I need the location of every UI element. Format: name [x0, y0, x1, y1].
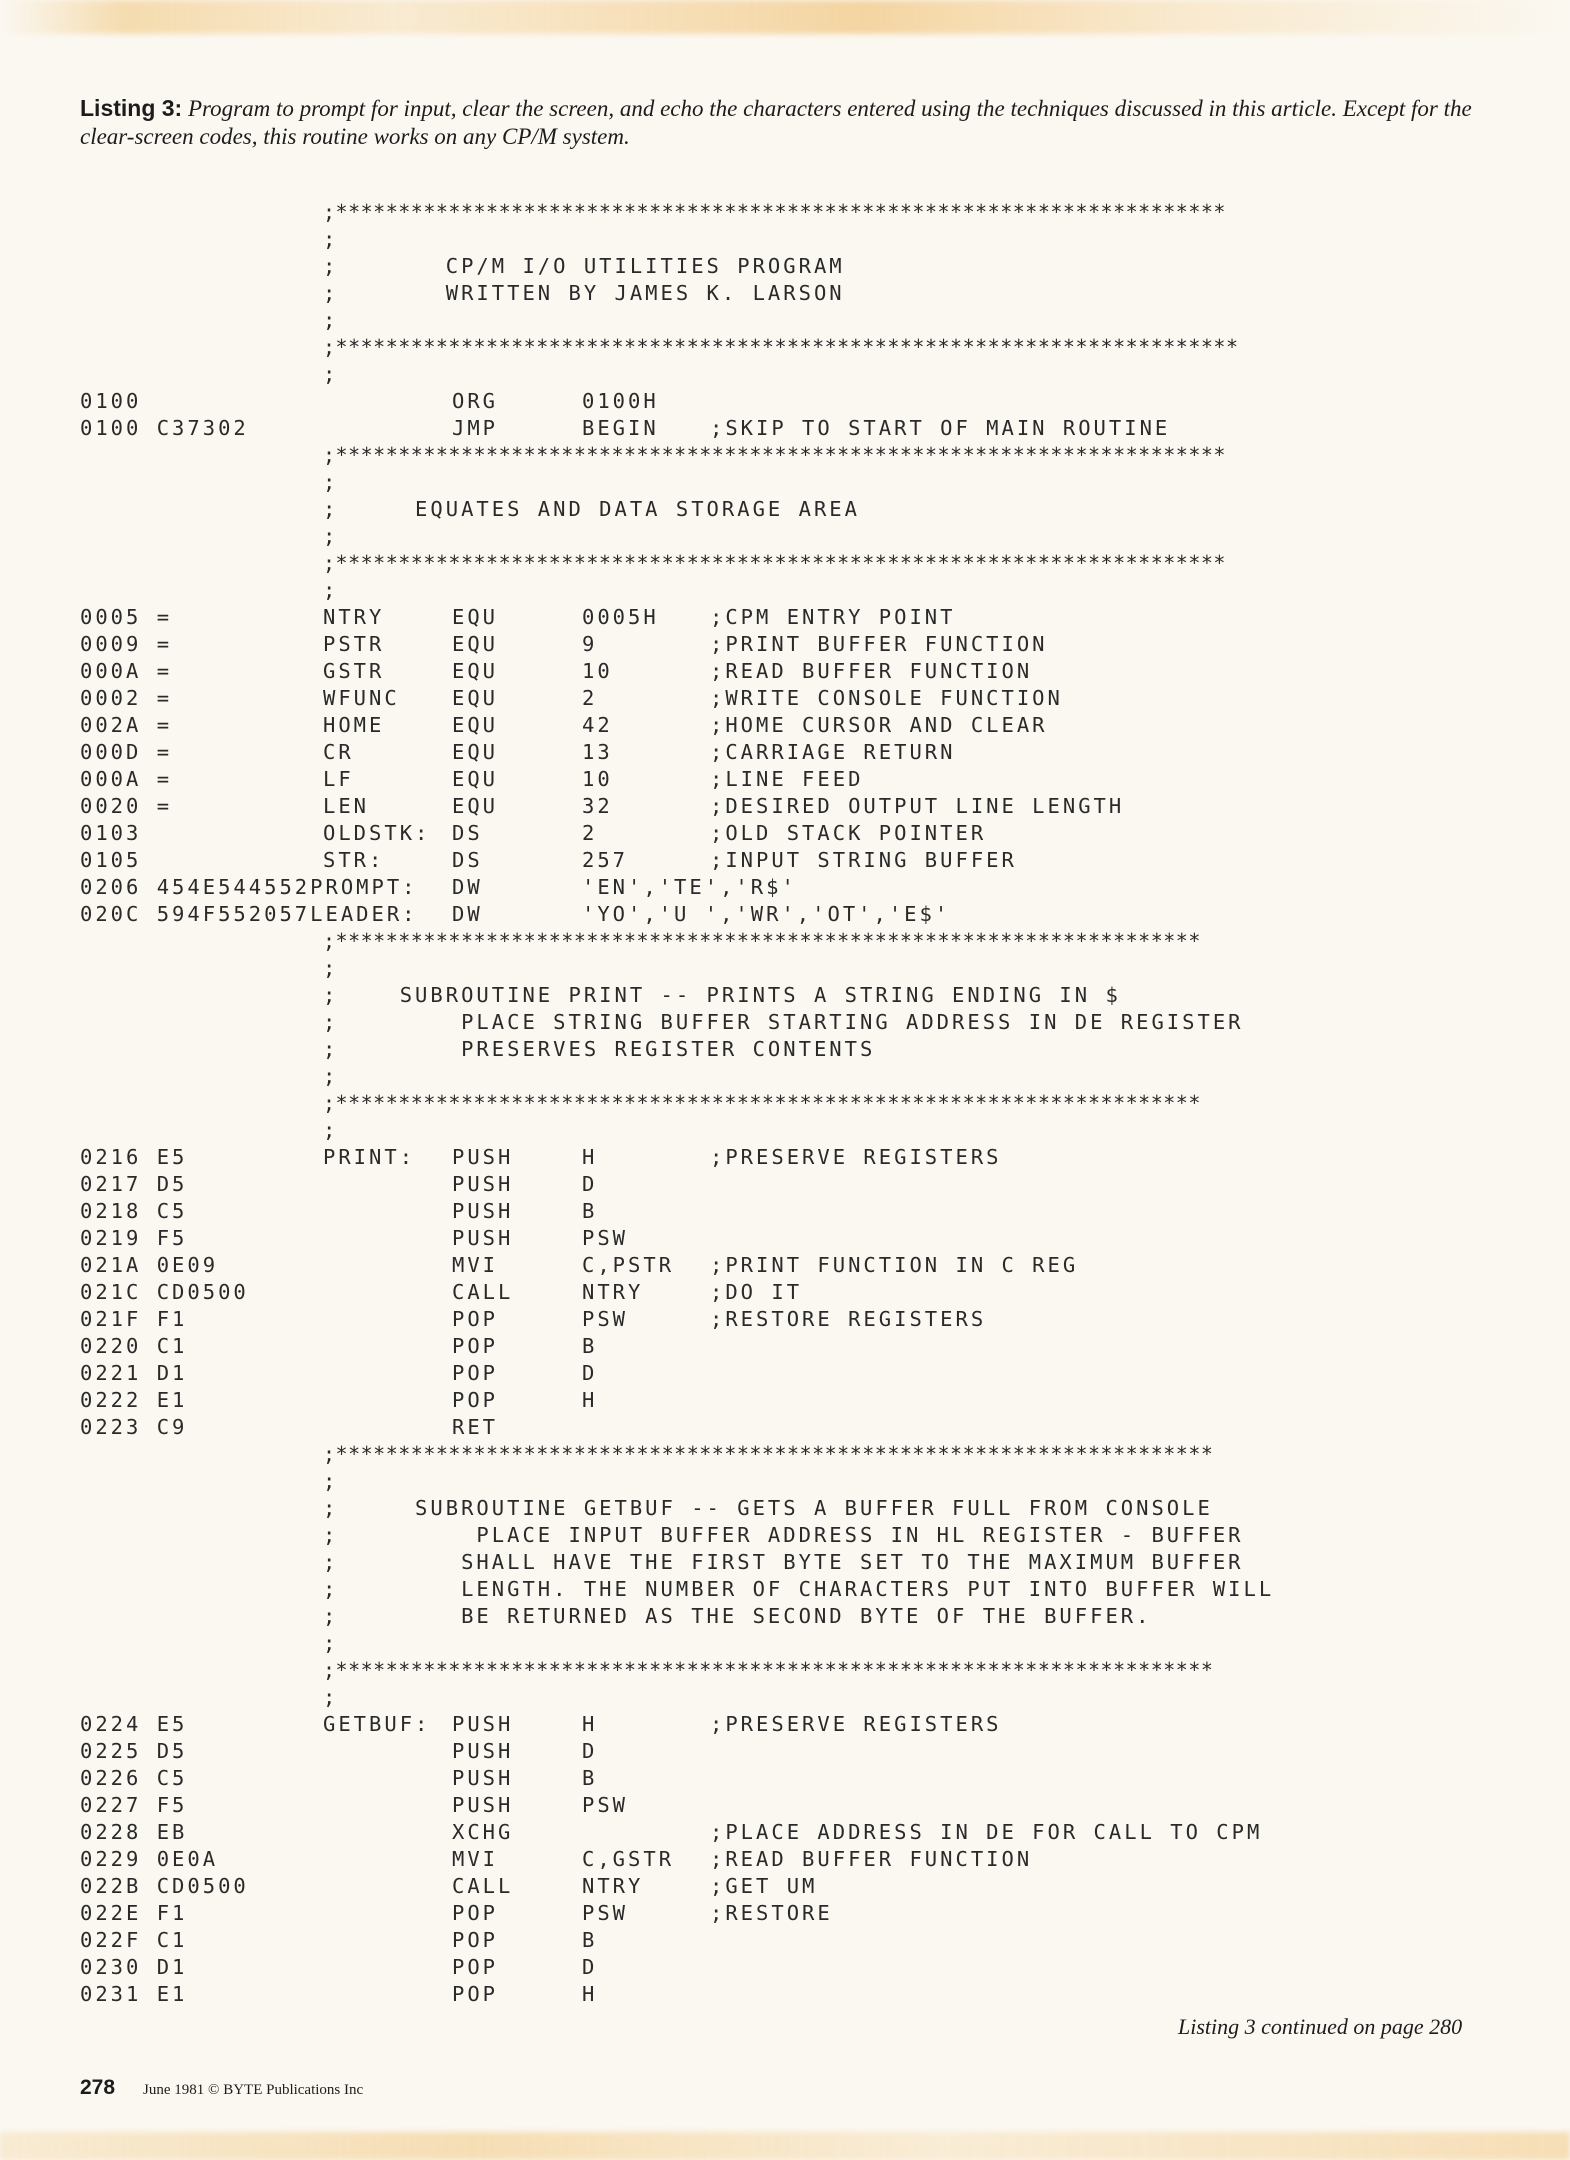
label: NTRY [323, 605, 385, 629]
address-code: 0223 C9 [80, 1415, 188, 1439]
address-code: 0220 C1 [80, 1334, 188, 1358]
listing-line [80, 1523, 1500, 1550]
address-code: 000A = [80, 659, 173, 683]
separator-line: ;********************************************************************* [323, 1091, 1201, 1115]
separator-line: ;************************************************************************ [323, 335, 1239, 359]
label: LF [323, 767, 354, 791]
listing-line [80, 1874, 1500, 1901]
listing-line [80, 1928, 1500, 1955]
listing-line [80, 1550, 1500, 1577]
line-comment: ;CPM ENTRY POINT [710, 605, 956, 629]
listing-line [80, 929, 1500, 956]
listing-line [80, 1415, 1500, 1442]
listing-line [80, 200, 1500, 227]
caption-label: Listing 3: [80, 95, 183, 121]
listing-line [80, 281, 1500, 308]
operand: NTRY [582, 1874, 644, 1898]
listing-line [80, 1739, 1500, 1766]
opcode: PUSH [452, 1766, 514, 1790]
address-code: 0009 = [80, 632, 173, 656]
address-code: 022E F1 [80, 1901, 188, 1925]
comment-line: ; [323, 1631, 339, 1655]
listing-line [80, 1685, 1500, 1712]
comment-line: ; SUBROUTINE GETBUF -- GETS A BUFFER FULL FROM CONSOLE [323, 1496, 1213, 1520]
address-code: 0105 [80, 848, 142, 872]
opcode: POP [452, 1955, 499, 1979]
operand: 2 [582, 821, 598, 845]
comment-line: ; PLACE INPUT BUFFER ADDRESS IN HL REGISTER - BUFFER [323, 1523, 1244, 1547]
line-comment: ;LINE FEED [710, 767, 864, 791]
line-comment: ;CARRIAGE RETURN [710, 740, 956, 764]
label: LEN [323, 794, 370, 818]
paper-stain-bottom [0, 2132, 1570, 2160]
opcode: RET [452, 1415, 499, 1439]
listing-line [80, 1496, 1500, 1523]
operand: D [582, 1739, 598, 1763]
continued-note: Listing 3 continued on page 280 [1178, 2014, 1463, 2039]
comment-line: ; LENGTH. THE NUMBER OF CHARACTERS PUT INTO BUFFER WILL [323, 1577, 1275, 1601]
listing-line [80, 443, 1500, 470]
operand: 10 [582, 767, 613, 791]
listing-line [80, 578, 1500, 605]
opcode: PUSH [452, 1226, 514, 1250]
line-comment: ;READ BUFFER FUNCTION [710, 659, 1033, 683]
operand: 0005H [582, 605, 659, 629]
operand: PSW [582, 1901, 629, 1925]
operand: 10 [582, 659, 613, 683]
caption-text: Program to prompt for input, clear the screen, and echo the characters entered using the techniques discussed in this article. Except for the clear-screen codes, this routine works on any CP/M system. [80, 96, 1472, 149]
address-code: 0002 = [80, 686, 173, 710]
opcode: PUSH [452, 1739, 514, 1763]
listing-line [80, 1361, 1500, 1388]
address-code: 000A = [80, 767, 173, 791]
address-code: 0005 = [80, 605, 173, 629]
label: PSTR [323, 632, 385, 656]
listing-line [80, 470, 1500, 497]
listing-line [80, 956, 1500, 983]
address-code: 0226 C5 [80, 1766, 188, 1790]
listing-line [80, 848, 1500, 875]
line-comment: ;INPUT STRING BUFFER [710, 848, 1017, 872]
opcode: PUSH [452, 1712, 514, 1736]
operand: 32 [582, 794, 613, 818]
comment-line: ; PRESERVES REGISTER CONTENTS [323, 1037, 876, 1061]
label: PRINT: [323, 1145, 416, 1169]
address-code: 021A 0E09 [80, 1253, 219, 1277]
comment-line: ; [323, 1685, 339, 1709]
comment-line: ; SHALL HAVE THE FIRST BYTE SET TO THE MAXIMUM BUFFER [323, 1550, 1244, 1574]
opcode: POP [452, 1334, 499, 1358]
operand: 13 [582, 740, 613, 764]
address-code: 0222 E1 [80, 1388, 188, 1412]
listing-line [80, 1145, 1500, 1172]
address-code: 021C CD0500 [80, 1280, 249, 1304]
opcode: EQU [452, 794, 499, 818]
label: OLDSTK: [323, 821, 431, 845]
address-code: 0020 = [80, 794, 173, 818]
page-footer [80, 2076, 363, 2100]
label: WFUNC [323, 686, 400, 710]
separator-line: ;*********************************************************************** [323, 443, 1226, 467]
listing-line [80, 1469, 1500, 1496]
comment-line: ; PLACE STRING BUFFER STARTING ADDRESS IN DE REGISTER [323, 1010, 1244, 1034]
comment-line: ; [323, 362, 339, 386]
address-code: 022F C1 [80, 1928, 188, 1952]
listing-line [80, 362, 1500, 389]
line-comment: ;PRESERVE REGISTERS [710, 1712, 1002, 1736]
opcode: PUSH [452, 1793, 514, 1817]
listing-line [80, 1793, 1500, 1820]
listing-line [80, 1982, 1500, 2009]
line-comment: ;WRITE CONSOLE FUNCTION [710, 686, 1063, 710]
listing-line [80, 902, 1500, 929]
address-code: 0231 E1 [80, 1982, 188, 2006]
listing-line [80, 1307, 1500, 1334]
comment-line: ; [323, 578, 339, 602]
address-code: 0216 E5 [80, 1145, 188, 1169]
operand: B [582, 1334, 598, 1358]
comment-line: ; [323, 524, 339, 548]
opcode: MVI [452, 1847, 499, 1871]
opcode: DW [452, 902, 483, 926]
listing-line [80, 686, 1500, 713]
operand: NTRY [582, 1280, 644, 1304]
listing-line [80, 767, 1500, 794]
listing-line [80, 659, 1500, 686]
operand: 'YO','U ','WR','OT','E$' [582, 902, 951, 926]
code-listing [80, 200, 1500, 2009]
opcode: XCHG [452, 1820, 514, 1844]
listing-line [80, 1064, 1500, 1091]
comment-line: ; [323, 470, 339, 494]
operand: 0100H [582, 389, 659, 413]
listing-line [80, 740, 1500, 767]
listing-line [80, 416, 1500, 443]
opcode: POP [452, 1982, 499, 2006]
comment-line: ; [323, 308, 339, 332]
operand: B [582, 1766, 598, 1790]
listing-line [80, 1442, 1500, 1469]
listing-line [80, 713, 1500, 740]
listing-line [80, 1199, 1500, 1226]
operand: B [582, 1199, 598, 1223]
operand: H [582, 1982, 598, 2006]
listing-line [80, 227, 1500, 254]
opcode: PUSH [452, 1172, 514, 1196]
operand: H [582, 1712, 598, 1736]
listing-line [80, 1847, 1500, 1874]
opcode: POP [452, 1307, 499, 1331]
listing-line [80, 389, 1500, 416]
opcode: EQU [452, 605, 499, 629]
operand: 257 [582, 848, 629, 872]
operand: 9 [582, 632, 598, 656]
listing-line [80, 1253, 1500, 1280]
opcode: POP [452, 1388, 499, 1412]
label: GSTR [323, 659, 385, 683]
paper-stain-top [0, 0, 1570, 34]
listing-line [80, 1658, 1500, 1685]
listing-line [80, 605, 1500, 632]
listing-line [80, 1955, 1500, 1982]
separator-line: ;*********************************************************************** [323, 200, 1226, 224]
listing-line [80, 551, 1500, 578]
address-code: 020C 594F552057LEADER: [80, 902, 418, 926]
address-code: 0225 D5 [80, 1739, 188, 1763]
listing-line [80, 1820, 1500, 1847]
opcode: EQU [452, 713, 499, 737]
listing-line [80, 335, 1500, 362]
operand: 2 [582, 686, 598, 710]
listing-line [80, 1901, 1500, 1928]
separator-line: ;********************************************************************** [323, 1442, 1214, 1466]
opcode: CALL [452, 1280, 514, 1304]
opcode: PUSH [452, 1199, 514, 1223]
line-comment: ;HOME CURSOR AND CLEAR [710, 713, 1048, 737]
listing-line [80, 1172, 1500, 1199]
comment-line: ; [323, 227, 339, 251]
operand: D [582, 1955, 598, 1979]
opcode: DW [452, 875, 483, 899]
comment-line: ; CP/M I/O UTILITIES PROGRAM [323, 254, 845, 278]
comment-line: ; EQUATES AND DATA STORAGE AREA [323, 497, 860, 521]
opcode: PUSH [452, 1145, 514, 1169]
separator-line: ;*********************************************************************** [323, 551, 1226, 575]
line-comment: ;RESTORE [710, 1901, 833, 1925]
line-comment: ;DO IT [710, 1280, 803, 1304]
opcode: MVI [452, 1253, 499, 1277]
label: STR: [323, 848, 385, 872]
address-code: 0100 [80, 389, 142, 413]
opcode: EQU [452, 686, 499, 710]
listing-line [80, 497, 1500, 524]
opcode: EQU [452, 659, 499, 683]
address-code: 0221 D1 [80, 1361, 188, 1385]
address-code: 0227 F5 [80, 1793, 188, 1817]
opcode: CALL [452, 1874, 514, 1898]
line-comment: ;GET UM [710, 1874, 818, 1898]
listing-line [80, 875, 1500, 902]
comment-line: ; [323, 1469, 339, 1493]
listing-line [80, 1010, 1500, 1037]
address-code: 0229 0E0A [80, 1847, 219, 1871]
operand: PSW [582, 1307, 629, 1331]
listing-caption [80, 94, 1500, 151]
page-number: 278 [80, 2076, 116, 2099]
comment-line: ; BE RETURNED AS THE SECOND BYTE OF THE BUFFER. [323, 1604, 1152, 1628]
line-comment: ;RESTORE REGISTERS [710, 1307, 987, 1331]
publication-credit: June 1981 © BYTE Publications Inc [143, 2082, 364, 2098]
listing-line [80, 1280, 1500, 1307]
address-code: 0103 [80, 821, 142, 845]
comment-line: ; WRITTEN BY JAMES K. LARSON [323, 281, 845, 305]
opcode: ORG [452, 389, 499, 413]
listing-line [80, 1037, 1500, 1064]
address-code: 000D = [80, 740, 173, 764]
line-comment: ;PLACE ADDRESS IN DE FOR CALL TO CPM [710, 1820, 1263, 1844]
opcode: POP [452, 1361, 499, 1385]
line-comment: ;OLD STACK POINTER [710, 821, 987, 845]
listing-line [80, 794, 1500, 821]
operand: B [582, 1928, 598, 1952]
label: CR [323, 740, 354, 764]
label: HOME [323, 713, 385, 737]
listing-line [80, 1226, 1500, 1253]
comment-line: ; SUBROUTINE PRINT -- PRINTS A STRING ENDING IN $ [323, 983, 1121, 1007]
comment-line: ; [323, 1118, 339, 1142]
address-code: 0228 EB [80, 1820, 188, 1844]
address-code: 002A = [80, 713, 173, 737]
opcode: EQU [452, 740, 499, 764]
listing-line [80, 1631, 1500, 1658]
operand: PSW [582, 1226, 629, 1250]
listing-line [80, 1388, 1500, 1415]
operand: H [582, 1388, 598, 1412]
opcode: POP [452, 1901, 499, 1925]
operand: 'EN','TE','R$' [582, 875, 797, 899]
line-comment: ;READ BUFFER FUNCTION [710, 1847, 1033, 1871]
line-comment: ;SKIP TO START OF MAIN ROUTINE [710, 416, 1171, 440]
line-comment: ;PRINT BUFFER FUNCTION [710, 632, 1048, 656]
operand: BEGIN [582, 416, 659, 440]
address-code: 022B CD0500 [80, 1874, 249, 1898]
operand: D [582, 1172, 598, 1196]
comment-line: ; [323, 956, 339, 980]
listing-line [80, 1712, 1500, 1739]
listing-line [80, 254, 1500, 281]
listing-line [80, 1118, 1500, 1145]
label: GETBUF: [323, 1712, 431, 1736]
line-comment: ;PRINT FUNCTION IN C REG [710, 1253, 1079, 1277]
listing-line [80, 1577, 1500, 1604]
separator-line: ;********************************************************************** [323, 1658, 1214, 1682]
opcode: EQU [452, 767, 499, 791]
address-code: 0224 E5 [80, 1712, 188, 1736]
listing-line [80, 1766, 1500, 1793]
opcode: JMP [452, 416, 499, 440]
line-comment: ;DESIRED OUTPUT LINE LENGTH [710, 794, 1125, 818]
listing-line [80, 821, 1500, 848]
operand: H [582, 1145, 598, 1169]
opcode: EQU [452, 632, 499, 656]
listing-line [80, 632, 1500, 659]
address-code: 0219 F5 [80, 1226, 188, 1250]
listing-line [80, 983, 1500, 1010]
listing-line [80, 1334, 1500, 1361]
address-code: 0206 454E544552PROMPT: [80, 875, 418, 899]
operand: C,PSTR [582, 1253, 675, 1277]
comment-line: ; [323, 1064, 339, 1088]
listing-line [80, 1091, 1500, 1118]
address-code: 0100 C37302 [80, 416, 249, 440]
listing-line [80, 1604, 1500, 1631]
operand: 42 [582, 713, 613, 737]
address-code: 0218 C5 [80, 1199, 188, 1223]
address-code: 021F F1 [80, 1307, 188, 1331]
listing-line [80, 524, 1500, 551]
line-comment: ;PRESERVE REGISTERS [710, 1145, 1002, 1169]
listing-line [80, 308, 1500, 335]
operand: D [582, 1361, 598, 1385]
opcode: DS [452, 848, 483, 872]
separator-line: ;********************************************************************* [323, 929, 1201, 953]
opcode: POP [452, 1928, 499, 1952]
operand: PSW [582, 1793, 629, 1817]
opcode: DS [452, 821, 483, 845]
operand: C,GSTR [582, 1847, 675, 1871]
address-code: 0230 D1 [80, 1955, 188, 1979]
address-code: 0217 D5 [80, 1172, 188, 1196]
